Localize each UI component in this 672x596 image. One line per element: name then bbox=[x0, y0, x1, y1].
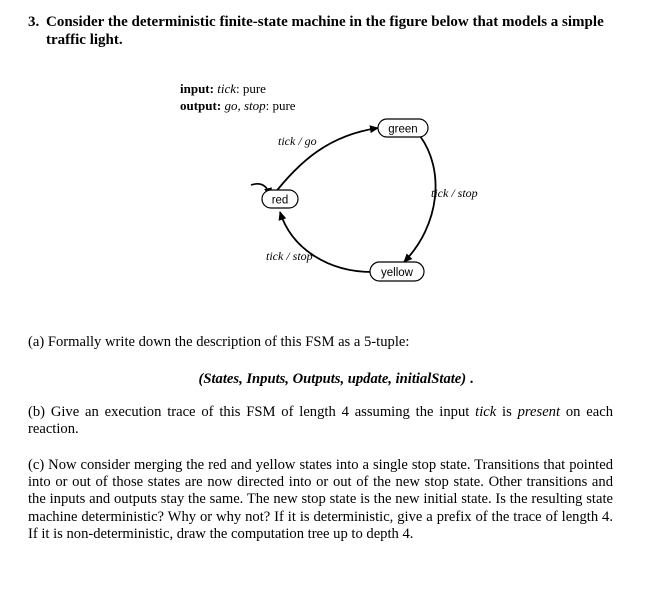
part-b-prefix: (b) Give an execution trace of this FSM of length 4 assuming the input bbox=[28, 404, 476, 420]
state-yellow bbox=[370, 262, 424, 281]
label-tick-stop-green-yellow: tick / stop bbox=[431, 186, 478, 200]
output-declaration bbox=[180, 98, 296, 113]
part-b-suffix: on each reaction. bbox=[28, 404, 614, 438]
label-tick-stop-yellow-red: tick / stop bbox=[266, 249, 313, 263]
five-tuple-expression: (States, Inputs, Outputs, update, initialState) bbox=[198, 371, 467, 387]
five-tuple bbox=[0, 371, 672, 388]
question-title-line2: traffic light. bbox=[46, 32, 123, 48]
state-red-label: red bbox=[271, 194, 289, 207]
part-b-text bbox=[28, 404, 613, 438]
part-a-text: (a) Formally write down the description of this FSM as a 5-tuple: bbox=[28, 334, 410, 350]
question-title-line1: Consider the deterministic finite-state machine in the figure below that models a simple bbox=[46, 14, 604, 30]
input-value: tick bbox=[217, 81, 236, 96]
part-b-present: present bbox=[517, 404, 561, 420]
transition-yellow-red bbox=[280, 212, 372, 272]
state-red bbox=[262, 190, 298, 208]
input-declaration bbox=[180, 81, 266, 96]
output-type: : pure bbox=[265, 98, 296, 113]
five-tuple-end: . bbox=[466, 371, 474, 387]
output-value: go, stop bbox=[224, 98, 266, 113]
state-green-label: green bbox=[388, 123, 418, 136]
input-type: : pure bbox=[235, 81, 266, 96]
label-tick-go: tick / go bbox=[278, 134, 317, 148]
input-label: input: bbox=[180, 81, 214, 96]
state-yellow-label: yellow bbox=[381, 267, 413, 279]
part-b-tick: tick bbox=[475, 404, 497, 420]
part-c-text: (c) Now consider merging the red and yellow states into a single stop state. Transitions that pointed into or out of those states are now directed into or out of the new stop state. Other transitions and the inputs and outputs stay the same. The new stop state is the new initial state. Is the resulting state machine deterministic? Why or why not? If it is deterministic, give a prefix of the trace of length 4. If it is non-deterministic, draw the computation tree up to depth 4. bbox=[28, 457, 613, 542]
state-green bbox=[378, 119, 428, 137]
output-label: output: bbox=[180, 98, 222, 113]
question-number: 3. bbox=[28, 14, 40, 30]
part-b-mid: is bbox=[496, 404, 518, 420]
